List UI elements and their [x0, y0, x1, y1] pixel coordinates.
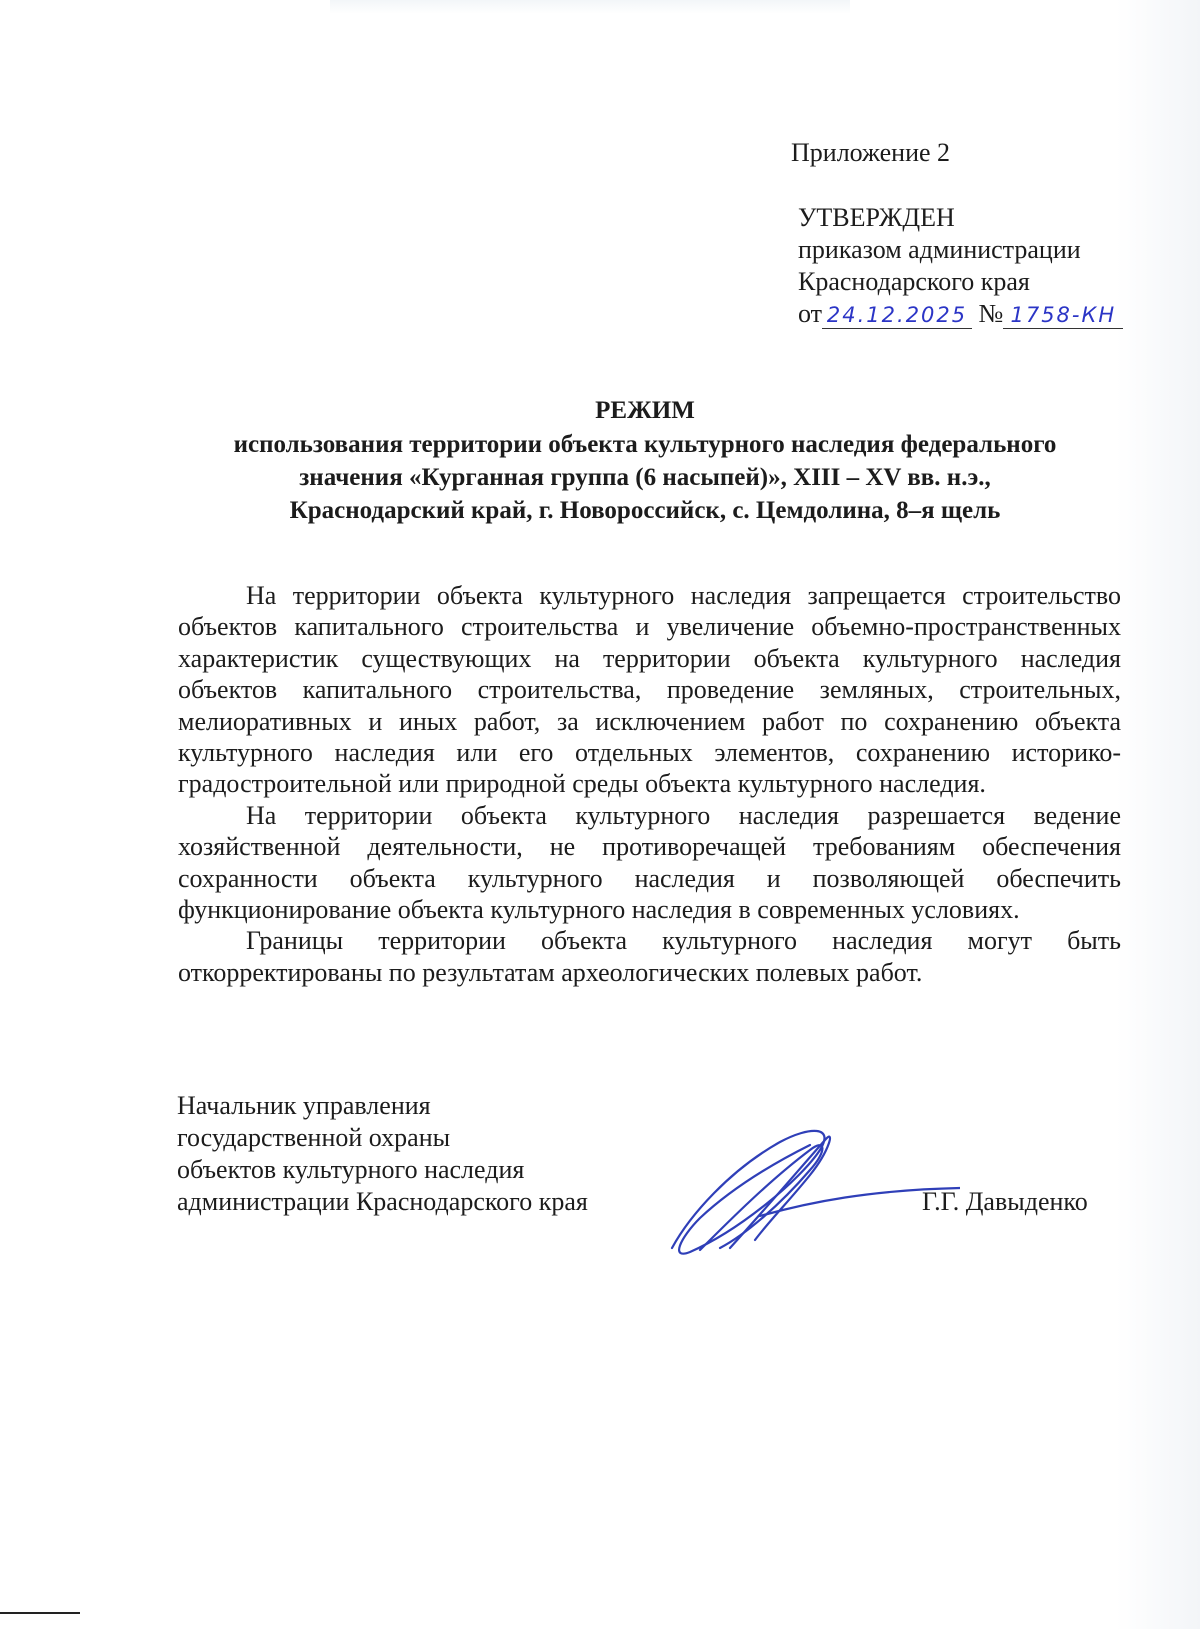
signer-position-line-3: объектов культурного наследия	[177, 1155, 525, 1184]
signer-position-line-4: администрации Краснодарского края	[177, 1187, 588, 1216]
handwritten-signature	[660, 1120, 960, 1260]
scan-artifact	[330, 0, 850, 14]
paragraph-permissions: На территории объекта культурного наследия разрешается ведение хозяйственной деятельности, не противоречащей требованиям обеспечения сохранности объекта культурного наследия и позволяющей обеспечить функционирование объекта культурного наследия в современных условиях.	[178, 800, 1121, 925]
paragraph-prohibitions: На территории объекта культурного наследия запрещается строительство объектов капитального строительства и увеличение объемно-пространственных характеристик существующих на территории объекта культурного наследия объектов капитального строительства, проведение земляных, строительных, мелиоративных и иных работ, за исключением работ по сохранению объекта культурного наследия или его отдельных элементов, сохранению историко-градостроительной или природной среды объекта культурного наследия.	[178, 581, 1121, 799]
document-title: РЕЖИМ	[595, 397, 695, 424]
signer-position-line-2: государственной охраны	[177, 1123, 451, 1152]
approved-label: УТВЕРЖДЕН	[798, 203, 955, 232]
title-subline-1: использования территории объекта культурного наследия федерального	[233, 431, 1057, 458]
signer-name: Г.Г. Давыденко	[922, 1187, 1088, 1216]
order-date-number-line	[798, 299, 1123, 329]
signer-position-line-1: Начальник управления	[177, 1091, 431, 1120]
number-prefix: №	[978, 299, 1004, 328]
appendix-label: Приложение 2	[791, 138, 951, 167]
order-date-handwritten: 24.12.2025	[822, 302, 972, 329]
paragraph-boundaries: Границы территории объекта культурного наследия могут быть откорректированы по результатам археологических полевых работ.	[178, 926, 1121, 987]
title-subline-2: значения «Курганная группа (6 насыпей)», XIII – XV вв. н.э.,	[299, 464, 991, 491]
order-number-handwritten: 1758-КН	[1003, 302, 1123, 329]
date-prefix: от	[798, 299, 823, 328]
title-subline-3: Краснодарский край, г. Новороссийск, с. Цемдолина, 8–я щель	[289, 497, 1001, 524]
order-line-1: приказом администрации	[798, 235, 1081, 264]
order-line-2: Краснодарского края	[798, 267, 1030, 296]
margin-mark	[0, 1612, 80, 1614]
document-body	[178, 580, 1121, 988]
